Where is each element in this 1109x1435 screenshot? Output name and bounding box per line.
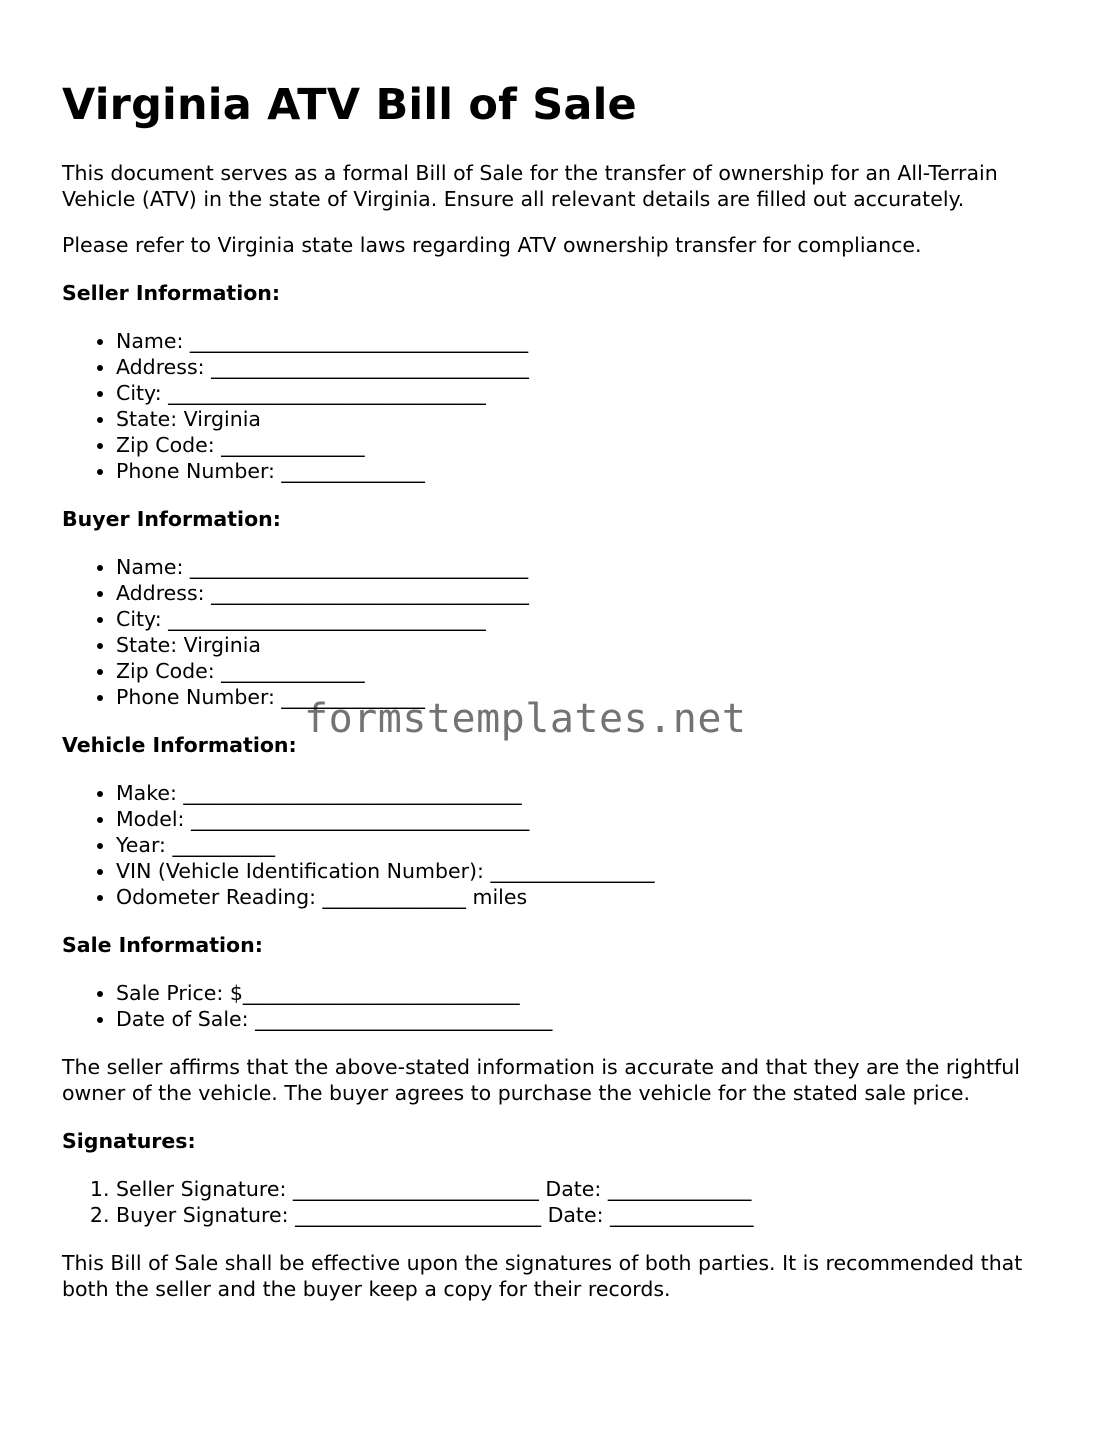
seller-name-field[interactable]: • Name: _________________________________ [116,328,1052,354]
seller-city-field[interactable]: • City: _______________________________ [116,380,1052,406]
buyer-name-field[interactable]: • Name: _________________________________ [116,554,1052,580]
seller-phone-field[interactable]: • Phone Number: ______________ [116,458,1052,484]
buyer-state-field: • State: Virginia [116,632,1052,658]
buyer-address-field[interactable]: • Address: _______________________________ [116,580,1052,606]
seller-signature-field[interactable]: 1. Seller Signature: ________________________ Date: ______________ [116,1176,1052,1202]
buyer-city-field[interactable]: • City: _______________________________ [116,606,1052,632]
sale-list [62,980,1052,1032]
signatures-list [62,1176,1052,1228]
buyer-phone-field[interactable]: • Phone Number: ______________ [116,684,1052,710]
vehicle-model-field[interactable]: • Model: _________________________________ [116,806,1052,832]
buyer-heading: Buyer Information: [62,507,281,531]
seller-address-field[interactable]: • Address: _______________________________ [116,354,1052,380]
buyer-zip-field[interactable]: • Zip Code: ______________ [116,658,1052,684]
seller-state-field: • State: Virginia [116,406,1052,432]
seller-list [62,328,1052,484]
page-title: Virginia ATV Bill of Sale [62,80,637,130]
vehicle-list [62,780,1052,910]
buyer-list [62,554,1052,710]
buyer-signature-field[interactable]: 2. Buyer Signature: ________________________ Date: ______________ [116,1202,1052,1228]
vehicle-make-field[interactable]: • Make: _________________________________ [116,780,1052,806]
document-page [62,0,1052,1302]
closing-paragraph: This Bill of Sale shall be effective upon the signatures of both parties. It is recommended that both the seller and the buyer keep a copy for their records. [62,1251,1023,1301]
signatures-heading: Signatures: [62,1129,196,1153]
watermark: formstemplates.net [304,696,747,742]
vehicle-odometer-field[interactable]: • Odometer Reading: ______________ miles [116,884,1052,910]
seller-zip-field[interactable]: • Zip Code: ______________ [116,432,1052,458]
sale-date-field[interactable]: • Date of Sale: _____________________________ [116,1006,1052,1032]
affirmation-paragraph: The seller affirms that the above-stated information is accurate and that they are the rightful owner of the vehicle. The buyer agrees to purchase the vehicle for the stated sale price. [62,1055,1020,1105]
intro-paragraph: This document serves as a formal Bill of Sale for the transfer of ownership for an All-Terrain Vehicle (ATV) in the state of Virginia. Ensure all relevant details are filled out accurately. [62,161,998,211]
vehicle-heading: Vehicle Information: [62,733,297,757]
vehicle-year-field[interactable]: • Year: __________ [116,832,1052,858]
seller-heading: Seller Information: [62,281,281,305]
compliance-note: Please refer to Virginia state laws regarding ATV ownership transfer for compliance. [62,233,922,257]
sale-price-field[interactable]: • Sale Price: $___________________________ [116,980,1052,1006]
sale-heading: Sale Information: [62,933,263,957]
vehicle-vin-field[interactable]: • VIN (Vehicle Identification Number): ________________ [116,858,1052,884]
